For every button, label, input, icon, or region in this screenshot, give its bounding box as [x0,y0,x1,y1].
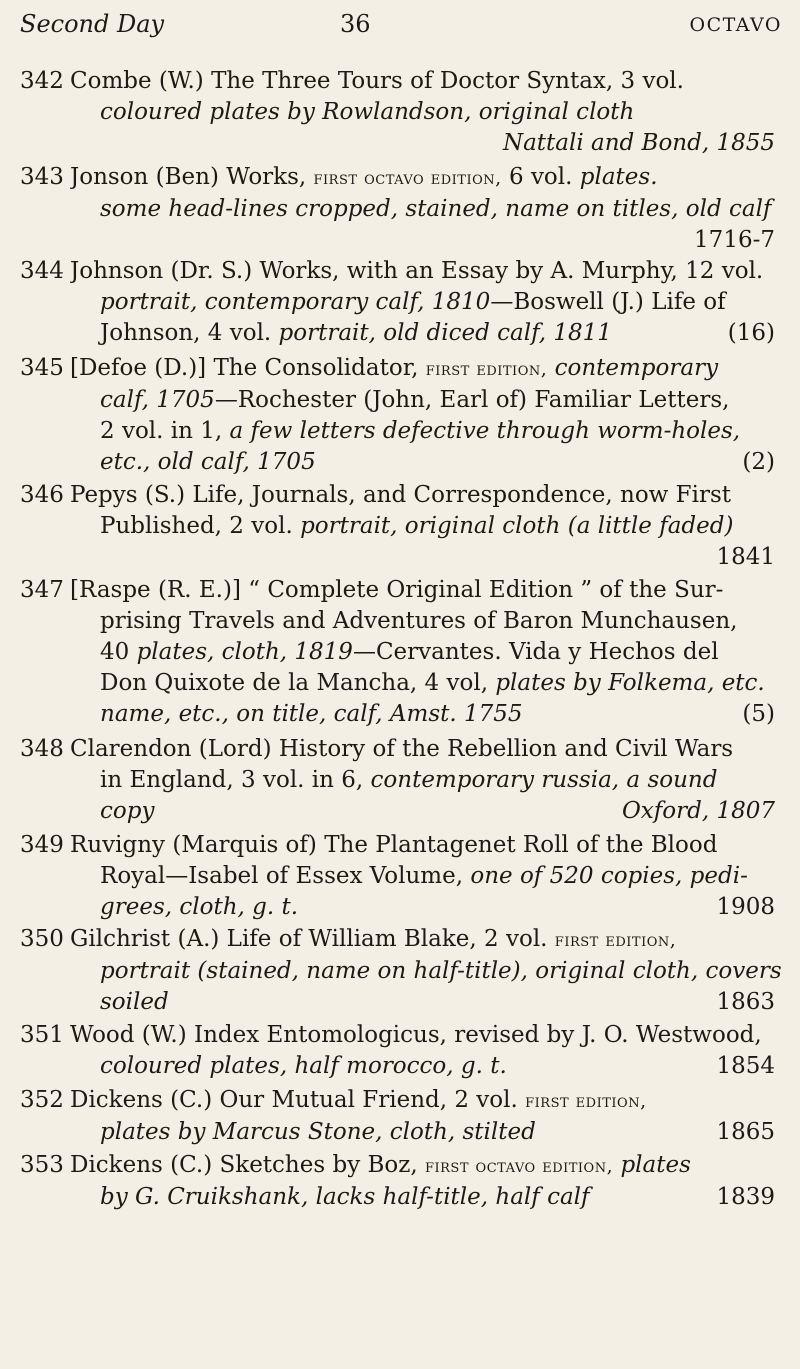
lot-description: Clarendon (Lord) History of the Rebellion and Civil Wars in England, 3 vol. in 6, contemporary russia, a sound copy Oxford, 1807 [70,736,775,824]
lot-number: 344 [20,258,64,284]
lot-description: Johnson (Dr. S.) Works, with an Essay by A. Murphy, 12 vol. portrait, contemporary calf, 1810—Boswell (J.) Life of Johnson, 4 vol. portrait, old diced calf, 1811 (16) [70,258,775,346]
lot-number: 342 [20,68,64,94]
lot-description: [Defoe (D.)] The Consolidator, first edition, contemporary calf, 1705—Rochester (John, Earl of) Familiar Letters, 2 vol. in 1, a few letters defective through worm-holes, etc., old calf, 1705 (2) [70,355,775,475]
lot-number: 346 [20,482,64,508]
lot-description: Jonson (Ben) Works, first octavo edition, 6 vol. plates. some head-lines cropped, stained, name on titles, old calf 1716-7 [70,164,775,253]
page-number: 36 [340,10,371,38]
running-title: Second Day [20,10,165,38]
lot-description: Wood (W.) Index Entomologicus, revised by J. O. Westwood, coloured plates, half morocco, g. t. 1854 [70,1022,775,1079]
lot-number: 349 [20,832,64,858]
page-header [20,10,790,50]
lot-number: 351 [20,1022,64,1048]
lot-number: 343 [20,164,64,190]
lot-description: [Raspe (R. E.)] “ Complete Original Edition ” of the Sur- prising Travels and Adventures of Baron Munchausen, 40 plates, cloth, 1819—Cervantes. Vida y Hechos del Don Quixote de la Mancha, 4 vol, plates by Folkema, etc. name, etc., on title, calf, Amst. 1755 (5) [70,577,775,727]
section-label: OCTAVO [689,14,782,36]
lot-description: Gilchrist (A.) Life of William Blake, 2 vol. first edition, portrait (stained, name on half-title), original cloth, covers soiled 1863 [70,926,782,1015]
lot-description: Ruvigny (Marquis of) The Plantagenet Roll of the Blood Royal—Isabel of Essex Volume, one of 520 copies, pedi- grees, cloth, g. t. 1908 [70,832,775,920]
lot-description: Dickens (C.) Sketches by Boz, first octavo edition, plates by G. Cruikshank, lacks half-title, half calf 1839 [70,1152,775,1210]
lot-number: 345 [20,355,64,381]
lot-description: Combe (W.) The Three Tours of Doctor Syntax, 3 vol. coloured plates by Rowlandson, original cloth Nattali and Bond, 1855 [70,68,775,156]
lot-number: 352 [20,1087,64,1113]
lot-number: 348 [20,736,64,762]
lot-number: 353 [20,1152,64,1178]
lot-number: 347 [20,577,64,603]
lot-description: Dickens (C.) Our Mutual Friend, 2 vol. first edition, plates by Marcus Stone, cloth, stilted 1865 [70,1087,775,1145]
lot-number: 350 [20,926,64,952]
lot-description: Pepys (S.) Life, Journals, and Correspondence, now First Published, 2 vol. portrait, original cloth (a little faded) 1841 [70,482,775,570]
